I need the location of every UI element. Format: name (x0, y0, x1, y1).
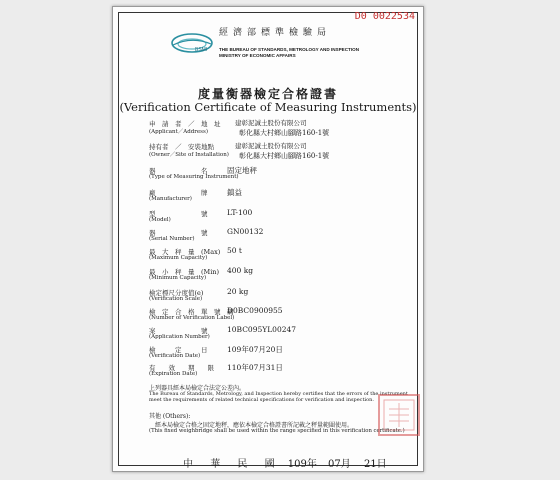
field-label-en: (Serial Number) (149, 236, 195, 242)
field-value: 鎮益 (227, 188, 242, 197)
field-label-cn: 器 號 (149, 229, 208, 237)
field-value-address: 彰化縣大村鄉山腳路160-1號 (239, 152, 330, 160)
field-label-cn: 器 名 (149, 167, 208, 175)
field-label-cn: 最 小 秤 量 (Min) (149, 268, 219, 276)
date-part: 民 (237, 459, 248, 470)
field-label-en: (Application Number) (149, 334, 210, 340)
date-day: 21日 (363, 459, 387, 470)
field-value: 建彰泥誠土股份有限公司 (235, 119, 307, 127)
field-label-cn: 案 號 (149, 327, 208, 335)
field-value: 110年07月31日 (227, 363, 283, 372)
field-label-cn: 申 請 者 ／ 地 址 (149, 120, 221, 128)
date-part: 中 (183, 459, 193, 470)
field-label-en: (Model) (149, 217, 171, 223)
bureau-name-en: THE BUREAU OF STANDARDS, METROLOGY AND INSPECTION (219, 47, 360, 52)
ministry-name-en: MINISTRY OF ECONOMIC AFFAIRS (219, 53, 296, 58)
field-value: GN00132 (227, 227, 264, 236)
official-seal-icon (375, 391, 423, 439)
field-label-en: (Manufacturer) (149, 196, 192, 202)
serial-number: D0 0022534 (354, 11, 415, 22)
field-value: 109年07月20日 (227, 345, 283, 354)
date-part: 國 (264, 459, 275, 470)
field-label-en: (Verification Date) (149, 353, 201, 359)
statement-en: The Bureau of Standards, Metrology, and Inspection hereby certifies that the errors of the instrument meet the requirements of related technical specifications for verification and inspection. (149, 391, 408, 404)
date-part: 華 (210, 459, 221, 470)
field-label-en: (Maximum Capacity) (149, 255, 208, 261)
field-label-cn: 檢 定 日 (149, 346, 208, 354)
statement-cn: 上列器具經本局檢定合法定公差內。 (149, 385, 246, 392)
issue-date (183, 455, 387, 470)
field-label-en: (Minimum Capacity) (149, 275, 207, 281)
field-label-cn: 檢 定 合 格 單 號 碼 (149, 308, 234, 316)
date-month: 07月 (328, 459, 351, 470)
field-value: D0BC0900955 (227, 306, 283, 315)
svg-text:BSMI: BSMI (195, 47, 208, 53)
field-value: 10BC095YL00247 (227, 325, 297, 334)
field-value: 20 kg (227, 287, 249, 296)
field-value: LT-100 (227, 208, 253, 217)
field-label-cn: 型 號 (149, 210, 208, 218)
field-label-en: (Expiration Date) (149, 371, 198, 377)
field-value: 50 t (227, 246, 242, 255)
field-value: 400 kg (227, 266, 254, 275)
field-label-cn: 有 效 期 限 (149, 364, 214, 372)
field-label-en: (Owner／Site of Installation) (149, 152, 229, 158)
field-label-cn: 檢定標尺分度值(e) (149, 289, 204, 297)
field-label-cn: 持有者 ／ 安裝地點 (149, 143, 214, 151)
others-label: 其他 (Others): (149, 413, 191, 420)
date-year: 109年 (287, 459, 317, 470)
others-text-en: (This fixed weighbridge shall be used within the range specified in this verification certificate.) (149, 428, 405, 434)
field-value-address: 彰化縣大村鄉山腳路160-1號 (239, 129, 330, 137)
field-label-en: (Applicant／Address) (149, 129, 208, 135)
field-label-cn: 最 大 秤 量 (Max) (149, 248, 221, 256)
certificate-title-en: (Verification Certificate of Measuring Instruments) (119, 100, 417, 114)
bsmi-logo-icon (171, 32, 213, 54)
field-label-en: (Verification Scale) (149, 296, 203, 302)
others-text-cn: 經本局檢定合格之固定地秤，應依本檢定合格證書所記載之秤量範圍使用。 (155, 422, 354, 429)
field-label-en: (Number of Verification Label) (149, 315, 235, 321)
field-label-en: (Type of Measuring Instrument) (149, 174, 239, 180)
field-label-cn: 廠 牌 (149, 189, 208, 197)
field-value: 固定地秤 (227, 166, 257, 175)
certificate-title-cn: 度量衡器檢定合格證書 (197, 87, 338, 101)
bureau-name-cn: 經濟部標準檢驗局 (219, 28, 332, 38)
field-value: 建彰泥誠土股份有限公司 (235, 142, 307, 150)
certificate-sheet (112, 6, 424, 472)
